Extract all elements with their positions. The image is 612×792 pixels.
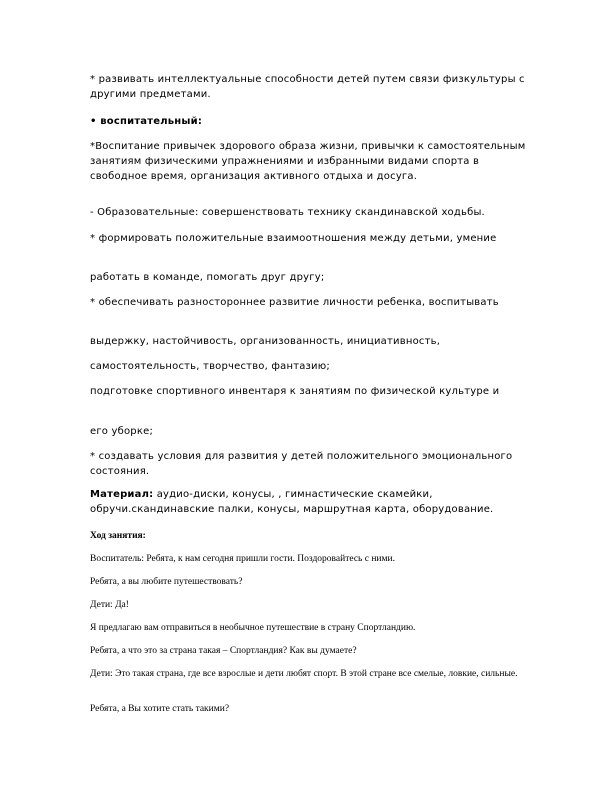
goal-educational: - Образовательные: совершенствовать технику скандинавской ходьбы. — [90, 207, 485, 218]
material-paragraph — [90, 487, 526, 517]
material-label: Материал: — [90, 489, 154, 500]
goal-equipment: подготовке спортивного инвентаря к занятиям по физической культуре и — [90, 386, 500, 397]
goal-cleanup: его уборке; — [90, 426, 154, 437]
goal-personality: * обеспечивать разностороннее развитие личности ребенка, воспитывать — [90, 297, 499, 308]
course-line-invitation: Я предлагаю вам отправиться в необычное путешествие в страну Спортландию. — [90, 623, 416, 633]
goal-intellectual: * развивать интеллектуальные способности детей путем связи физкультуры с другими предметами. — [90, 74, 525, 100]
goal-emotional: * создавать условия для развития у детей положительного эмоционального состояния. — [90, 451, 513, 477]
course-line-travel-question: Ребята, а вы любите путешествовать? — [90, 577, 243, 587]
goal-relationships: * формировать положительные взаимоотношения между детьми, умение — [90, 233, 497, 244]
course-line-children-answer: Дети: Это такая страна, где все взрослые и дети любят спорт. В этой стране все смелые, ловкие, сильные. — [90, 669, 518, 679]
heading-upbringing: • воспитательный: — [90, 116, 203, 127]
course-line-want-to-be: Ребята, а Вы хотите стать такими? — [90, 704, 230, 714]
course-line-children-yes: Дети: Да! — [90, 600, 129, 610]
course-line-what-country: Ребята, а что это за страна такая – Спортландия? Как вы думаете? — [90, 646, 357, 656]
course-line-greeting: Воспитатель: Ребята, к нам сегодня пришли гости. Поздоровайтесь с ними. — [90, 554, 395, 564]
goal-healthy-lifestyle: *Воспитание привычек здорового образа жизни, привычки к самостоятельным занятиям физическими упражнениями и избранными видами спорта в свободное время, организация активного отдыха и досуга. — [90, 141, 526, 182]
goal-teamwork: работать в команде, помогать друг другу; — [90, 272, 325, 283]
goal-qualities: выдержку, настойчивость, организованность, инициативность, — [90, 336, 441, 347]
course-heading: Ход занятия: — [90, 531, 146, 541]
material-text: аудио-диски, конусы, , гимнастические скамейки, обручи.скандинавские палки, конусы, маршрутная карта, оборудование. — [90, 489, 494, 515]
goal-creativity: самостоятельность, творчество, фантазию; — [90, 361, 330, 372]
